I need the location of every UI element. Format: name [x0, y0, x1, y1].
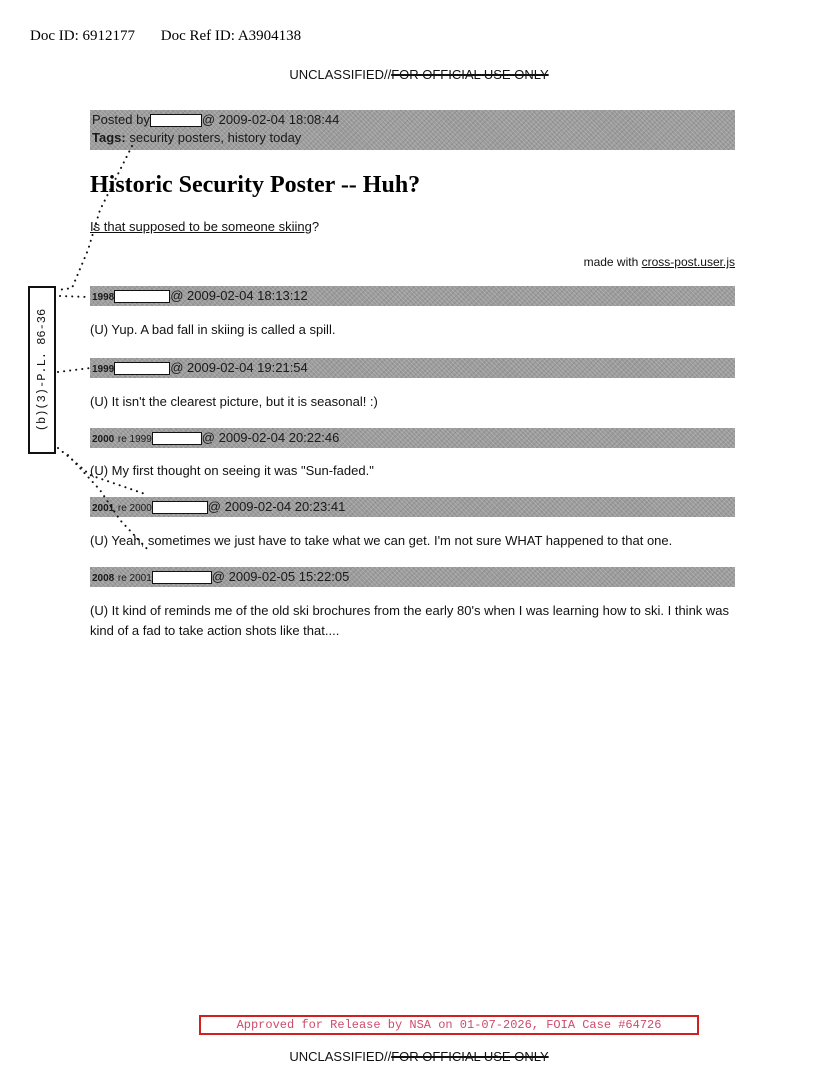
post-title: Historic Security Poster -- Huh? [90, 172, 421, 198]
comment-id: 2000 [92, 434, 115, 445]
comment-reply-to: re 2001 [117, 573, 152, 584]
comment-timestamp: @ 2009-02-04 19:21:54 [170, 360, 308, 375]
release-stamp: Approved for Release by NSA on 01-07-2026, FOIA Case #64726 [199, 1015, 699, 1035]
comment-id: 2008 [92, 573, 115, 584]
classification-struck-caveat: FOR OFFICIAL USE ONLY [391, 67, 549, 82]
leader-line [58, 146, 132, 290]
comment-timestamp: @ 2009-02-04 20:22:46 [201, 430, 340, 445]
comment-text: (U) My first thought on seeing it was "Sun-faded." [90, 463, 374, 478]
classification-label: UNCLASSIFIED// [289, 1049, 392, 1064]
post-body-punct: ? [311, 219, 320, 234]
made-with-link[interactable]: cross-post.user.js [641, 255, 735, 269]
comment-timestamp: @ 2009-02-04 18:13:12 [170, 288, 308, 303]
leader-line [68, 455, 150, 552]
comment-text: (U) Yeah, sometimes we just have to take what we can get. I'm not sure WHAT happened to that one. [90, 533, 673, 548]
comment-reply-to: re 2000 [117, 503, 152, 514]
comment-reply-to: re 1999 [117, 434, 152, 445]
comment-id: 1999 [92, 364, 115, 375]
doc-id: Doc ID: 6912177 [30, 28, 135, 44]
doc-ref-id: Doc Ref ID: A3904138 [160, 28, 302, 44]
comment-timestamp: @ 2009-02-05 15:22:05 [211, 569, 350, 584]
leader-line [58, 368, 90, 372]
exemption-label: (b)(3)-P.L. 86-36 [35, 308, 49, 432]
posted-by-label: Posted by [92, 112, 150, 127]
classification-struck-caveat: FOR OFFICIAL USE ONLY [391, 1049, 549, 1064]
comment-id: 2001 [92, 503, 115, 514]
comment-text: (U) It isn't the clearest picture, but it is seasonal! :) [90, 394, 378, 409]
comment-id: 1998 [92, 292, 115, 303]
tags-list[interactable]: security posters, history today [129, 130, 302, 145]
comment-text: (U) Yup. A bad fall in skiing is called a spill. [90, 322, 336, 337]
tags-label: Tags: [92, 130, 126, 145]
comment-timestamp: @ 2009-02-04 20:23:41 [207, 499, 346, 514]
made-with-label: made with [583, 255, 639, 269]
posted-timestamp: @ 2009-02-04 18:08:44 [201, 112, 340, 127]
classification-label: UNCLASSIFIED// [289, 67, 392, 82]
comment-text: (U) It kind of reminds me of the old ski brochures from the early 80's when I was learning how to ski. I think was kind of a fad to take action shots like that.... [90, 603, 730, 638]
classification-banner-bottom [0, 1049, 838, 1064]
post-body-link[interactable]: Is that supposed to be someone skiing [90, 219, 312, 234]
leader-line [58, 448, 145, 494]
leader-line [60, 296, 88, 297]
